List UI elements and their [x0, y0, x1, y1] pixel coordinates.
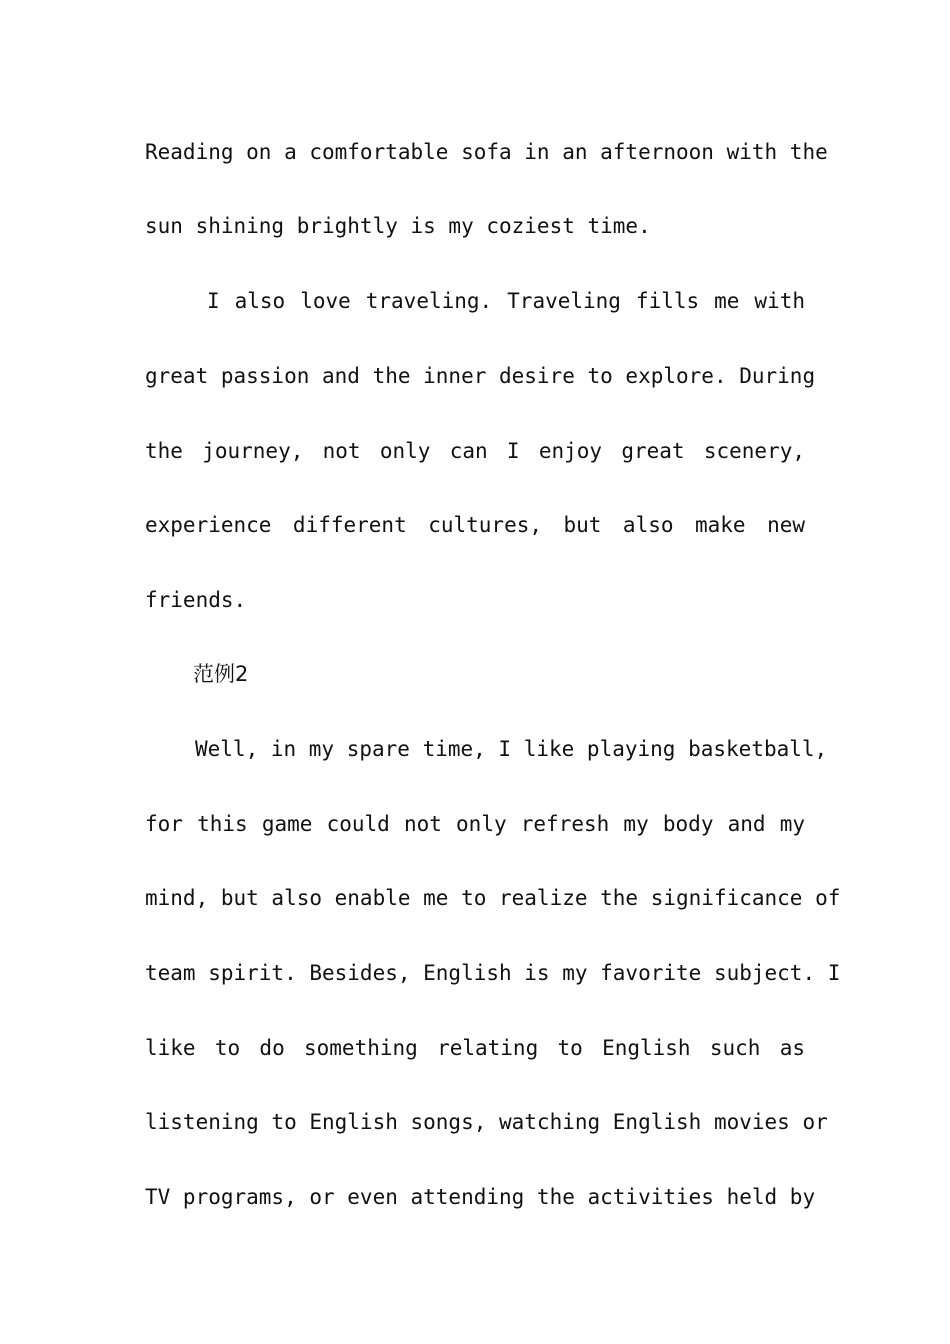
text-line-3: I also love traveling. Traveling fills me with	[207, 289, 805, 313]
text-line-2: sun shining brightly is my coziest time.	[145, 214, 651, 238]
text-line-14: listening to English songs, watching English movies or	[145, 1110, 828, 1134]
text-line-15: TV programs, or even attending the activities held by	[145, 1185, 816, 1209]
section-heading: 范例2	[193, 662, 249, 686]
text-line-5: the journey, not only can I enjoy great scenery,	[145, 439, 805, 463]
text-line-10: for this game could not only refresh my body and my	[145, 812, 805, 836]
text-line-1: Reading on a comfortable sofa in an afternoon with the	[145, 140, 828, 164]
text-line-12: team spirit. Besides, English is my favorite subject. I	[145, 961, 841, 985]
text-line-13: like to do something relating to English such as	[145, 1036, 805, 1060]
text-line-11: mind, but also enable me to realize the significance of	[145, 886, 841, 910]
text-line-4: great passion and the inner desire to explore. During	[145, 364, 816, 388]
text-line-9: Well, in my spare time, I like playing basketball,	[195, 737, 828, 761]
text-line-7: friends.	[145, 588, 247, 612]
text-line-6: experience different cultures, but also make new	[145, 513, 805, 537]
